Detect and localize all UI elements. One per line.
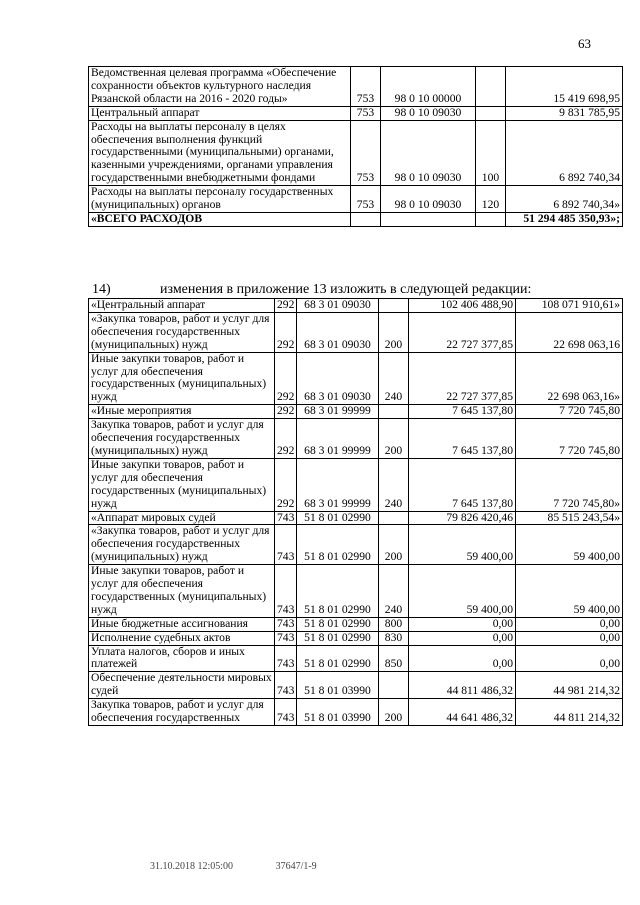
cell-csr: 68 3 01 99999: [297, 419, 379, 459]
table-row: [89, 186, 623, 213]
cell-grbs: 743: [275, 645, 297, 672]
cell-name: Уплата налогов, сборов и иных платежей: [89, 645, 275, 672]
cell-grbs: 753: [351, 67, 381, 107]
cell-vr: 830: [379, 631, 409, 645]
cell-sum: 9 831 785,95: [506, 106, 623, 120]
cell-sum1: 0,00: [409, 617, 516, 631]
cell-vr: 200: [379, 312, 409, 352]
cell-sum: 6 892 740,34»: [506, 186, 623, 213]
cell-sum: 6 892 740,34: [506, 120, 623, 186]
table-row: [89, 120, 623, 186]
cell-sum2: 108 071 910,61»: [516, 299, 623, 313]
cell-sum1: 59 400,00: [409, 525, 516, 565]
cell-sum2: 22 698 063,16: [516, 312, 623, 352]
cell-sum1: 7 645 137,80: [409, 405, 516, 419]
table-row: [89, 458, 623, 511]
cell-vr: [379, 405, 409, 419]
cell-vr: [379, 299, 409, 313]
cell-name: Иные закупки товаров, работ и услуг для обеспечения государственных (муниципальных) нужд: [89, 352, 275, 405]
cell-grbs: 292: [275, 458, 297, 511]
table-row: [89, 511, 623, 525]
cell-grbs: 753: [351, 120, 381, 186]
cell-name: Закупка товаров, работ и услуг для обеспечения государственных: [89, 699, 275, 726]
cell-csr: 51 8 01 02990: [297, 511, 379, 525]
cell-sum2: 7 720 745,80: [516, 419, 623, 459]
table-row: [89, 106, 623, 120]
cell-sum2: 44 981 214,32: [516, 672, 623, 699]
cell-grbs: 292: [275, 312, 297, 352]
cell-name: Ведомственная целевая программа «Обеспечение сохранности объектов культурного наследия Рязанской области на 2016 - 2020 годы»: [89, 67, 351, 107]
cell-vr: 800: [379, 617, 409, 631]
cell-grbs: 743: [275, 631, 297, 645]
table-row: [89, 631, 623, 645]
cell-csr: 51 8 01 02990: [297, 617, 379, 631]
section-heading-text: изменения в приложение 13 изложить в следующей редакции:: [160, 282, 532, 297]
cell-sum1: 0,00: [409, 645, 516, 672]
page-number: 63: [578, 36, 591, 51]
cell-sum2: 7 720 745,80»: [516, 458, 623, 511]
cell-grbs: 292: [275, 299, 297, 313]
total-label: «ВСЕГО РАСХОДОВ: [89, 212, 351, 226]
table-row: [89, 312, 623, 352]
footer-timestamp: 31.10.2018 12:05:00: [150, 861, 234, 872]
cell-vr: 120: [476, 186, 506, 213]
cell-sum1: 44 811 486,32: [409, 672, 516, 699]
table-row: [89, 565, 623, 618]
cell-csr: 51 8 01 02990: [297, 525, 379, 565]
cell-csr: 98 0 10 09030: [381, 186, 476, 213]
cell-name: Расходы на выплаты персоналу государственных (муниципальных) органов: [89, 186, 351, 213]
cell-vr: [379, 511, 409, 525]
cell-grbs: 743: [275, 699, 297, 726]
total-value: 51 294 485 350,93»;: [506, 212, 623, 226]
cell-csr: 51 8 01 03990: [297, 672, 379, 699]
cell-sum: 15 419 698,95: [506, 67, 623, 107]
cell-csr: 51 8 01 02990: [297, 565, 379, 618]
table-row: [89, 525, 623, 565]
cell-csr: 98 0 10 09030: [381, 106, 476, 120]
cell-vr: 200: [379, 419, 409, 459]
cell-name: Закупка товаров, работ и услуг для обеспечения государственных (муниципальных) нужд: [89, 419, 275, 459]
cell-vr: 200: [379, 525, 409, 565]
table-row: [89, 672, 623, 699]
cell-sum2: 59 400,00: [516, 565, 623, 618]
cell-vr: 240: [379, 352, 409, 405]
cell-name: Иные закупки товаров, работ и услуг для обеспечения государственных (муниципальных) нужд: [89, 565, 275, 618]
cell-vr: 240: [379, 565, 409, 618]
cell-csr: 68 3 01 09030: [297, 312, 379, 352]
cell-sum1: 44 641 486,32: [409, 699, 516, 726]
budget-table-appendix-13: [88, 298, 623, 726]
cell-csr: 51 8 01 02990: [297, 645, 379, 672]
cell-sum2: 0,00: [516, 617, 623, 631]
cell-name: Иные бюджетные ассигнования: [89, 617, 275, 631]
cell-csr: 68 3 01 09030: [297, 299, 379, 313]
cell-name: Исполнение судебных актов: [89, 631, 275, 645]
page-footer: [150, 861, 357, 872]
cell-grbs: 753: [351, 186, 381, 213]
cell-grbs: 753: [351, 106, 381, 120]
cell-sum1: 22 727 377,85: [409, 352, 516, 405]
table2-body: [89, 299, 623, 726]
cell-vr: 200: [379, 699, 409, 726]
cell-grbs: 292: [275, 419, 297, 459]
cell-vr: 240: [379, 458, 409, 511]
cell-sum2: 44 811 214,32: [516, 699, 623, 726]
footer-doc-id: 37647/1-9: [275, 861, 317, 872]
table-row: [89, 699, 623, 726]
cell-sum2: 22 698 063,16»: [516, 352, 623, 405]
table-row: [89, 299, 623, 313]
budget-table-upper: [88, 66, 623, 227]
cell-grbs: 292: [275, 405, 297, 419]
cell-name: «Закупка товаров, работ и услуг для обеспечения государственных (муниципальных) нужд: [89, 525, 275, 565]
cell-name: «Закупка товаров, работ и услуг для обеспечения государственных (муниципальных) нужд: [89, 312, 275, 352]
cell-sum1: 0,00: [409, 631, 516, 645]
table-row: [89, 645, 623, 672]
cell-csr: 68 3 01 99999: [297, 405, 379, 419]
cell-csr: 51 8 01 03990: [297, 699, 379, 726]
section-heading: [88, 282, 531, 298]
table-row: [89, 67, 623, 107]
cell-sum1: 7 645 137,80: [409, 419, 516, 459]
table-row: [89, 352, 623, 405]
cell-csr: 98 0 10 09030: [381, 120, 476, 186]
cell-name: Расходы на выплаты персоналу в целях обеспечения выполнения функций государственными (муниципальными) органами, казенными учреждениями, органами управления государственными внебюджетными фондами: [89, 120, 351, 186]
cell-name: Иные закупки товаров, работ и услуг для обеспечения государственных (муниципальных) нужд: [89, 458, 275, 511]
section-number: 14): [92, 282, 111, 297]
cell-grbs: 743: [275, 617, 297, 631]
table-row: [89, 419, 623, 459]
cell-grbs: 743: [275, 672, 297, 699]
cell-sum1: 79 826 420,46: [409, 511, 516, 525]
cell-vr: [476, 67, 506, 107]
cell-grbs: 743: [275, 511, 297, 525]
cell-sum2: 59 400,00: [516, 525, 623, 565]
table-row: [89, 405, 623, 419]
cell-csr: 68 3 01 99999: [297, 458, 379, 511]
cell-grbs: 743: [275, 565, 297, 618]
cell-grbs: 743: [275, 525, 297, 565]
cell-sum2: 0,00: [516, 645, 623, 672]
cell-csr: 68 3 01 09030: [297, 352, 379, 405]
cell-name: «Иные мероприятия: [89, 405, 275, 419]
cell-csr: 98 0 10 00000: [381, 67, 476, 107]
cell-sum1: 59 400,00: [409, 565, 516, 618]
cell-vr: [379, 672, 409, 699]
cell-name: «Центральный аппарат: [89, 299, 275, 313]
cell-sum2: 7 720 745,80: [516, 405, 623, 419]
table-row: [89, 617, 623, 631]
cell-name: Центральный аппарат: [89, 106, 351, 120]
cell-name: «Аппарат мировых судей: [89, 511, 275, 525]
cell-sum1: 102 406 488,90: [409, 299, 516, 313]
cell-vr: 850: [379, 645, 409, 672]
cell-name: Обеспечение деятельности мировых судей: [89, 672, 275, 699]
cell-sum2: 85 515 243,54»: [516, 511, 623, 525]
cell-vr: [476, 106, 506, 120]
cell-sum1: 7 645 137,80: [409, 458, 516, 511]
cell-grbs: 292: [275, 352, 297, 405]
cell-vr: 100: [476, 120, 506, 186]
cell-csr: 51 8 01 02990: [297, 631, 379, 645]
table1-body: [89, 67, 623, 227]
cell-sum2: 0,00: [516, 631, 623, 645]
cell-sum1: 22 727 377,85: [409, 312, 516, 352]
total-row: [89, 212, 623, 226]
